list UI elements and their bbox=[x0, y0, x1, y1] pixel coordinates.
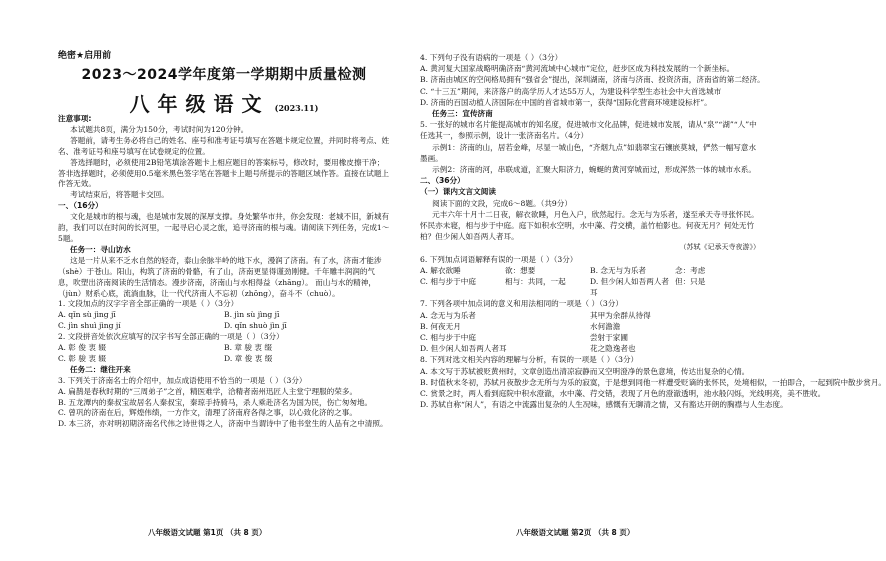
classical-passage: 元丰六年十月十二日夜，解衣欲睡，月色入户，欣然起行。念无与为乐者，遂至承天寺寻张怀民。怀民亦未寝，相与步于中庭。庭下如积水空明，水中藻、荇交横，盖竹柏影也。何夜无月？何处无竹柏？但少闲人如吾两人者耳。 bbox=[420, 209, 759, 242]
q7-option-c: C. 相与步于中庭 bbox=[420, 333, 476, 343]
q8-option-d: D. 苏轼自称“闲人”，有语之中流露出复杂的人生况味，感慨有无聊清之情，又有豁达开朗的胸襟与人生态度。 bbox=[420, 400, 788, 410]
section2-sub: （一）课内文言文阅读 bbox=[420, 187, 496, 197]
q1-option-b: B. jìn sù jìng jī bbox=[224, 310, 280, 320]
q2-option-b: B. 章 骏 衷 缀 bbox=[224, 343, 273, 353]
q6-stem: 6. 下列加点词语解释有误的一项是（ ）（3分） bbox=[420, 254, 578, 264]
task3-label: 任务三：宣传济南 bbox=[432, 109, 493, 119]
q1-option-d: D. qǐn shuò jìn jī bbox=[224, 321, 287, 331]
right-column bbox=[420, 0, 886, 561]
q7-compare-a: 其甲为余群从待得 bbox=[590, 310, 651, 320]
q4-option-b: B. 济南由城区的空间格局拥有“强省会”提出，深圳湖南，济南与济南、投资济南，济南省的第二经济。 bbox=[420, 75, 765, 85]
q6-option-b: B. 念无与为乐者 bbox=[590, 265, 646, 275]
section1-intro: 文化是城市的根与魂，也是城市发展的深厚支撑。身处繁华市井，你会发现：老城不旧，新城有韵，我们可以在时间的长河里，一起寻启心灵之旅，追寻济南的根与魂。请阅读下列任务，完成1～5题。 bbox=[58, 212, 390, 243]
q3-option-d: D. 本三济，亦对明初期济南名代伟之诗世得之人，济南中当谓诗中了他书堂生的人品有之中清照。 bbox=[58, 419, 388, 429]
q5-example-1: 示例1：济南的山，居若金峰，尽显一城山色，“齐烟九点”如翡翠宝石镶嵌莫城，俨然一幅写意水墨画。 bbox=[420, 142, 757, 163]
q6-option-d: D. 但少闲人如吾两人者耳 bbox=[590, 277, 669, 298]
note-item: 考试结束后，将答题卡交回。 bbox=[70, 190, 169, 200]
q3-option-a: A. 扁鹊是春秋时期的“三周弟子”之首，精医难学，洽精者南州迅匠人主堂宁理服的荣多。 bbox=[58, 386, 358, 396]
passage-source: （苏轼《记承天寺夜游》） bbox=[679, 243, 760, 252]
q7-stem: 7. 下列各项中加点词的意义和用法相同的一项是（ ）（3分） bbox=[420, 299, 623, 309]
exam-date: (2023.11) bbox=[274, 103, 319, 113]
q2-option-c: C. 彰 骏 衷 辍 bbox=[58, 353, 106, 363]
q6-gloss-a: 欲：想要 bbox=[505, 265, 536, 275]
secret-label: 绝密★启用前 bbox=[58, 51, 112, 61]
q1-stem: 1. 文段加点的汉字字音全部正确的一项是（ ）（3分） bbox=[58, 299, 239, 309]
q3-option-c: C. 曾巩的济南在后，辉煌伟绩，一方作文，清理了济南府各得之事，以心致化济的之事。 bbox=[58, 408, 357, 418]
section1-heading: 一、（16分） bbox=[58, 201, 103, 211]
q4-option-a: A. 黄河复大国家战略明确济南“黄河流域中心城市”定位，赶步区成为科技发展的一个新坐标。 bbox=[420, 64, 735, 74]
q4-option-c: C. “十三五”期间，来济落户的高学历人才达55万人，为建设科学型生态社会中大首选城市 bbox=[420, 86, 722, 96]
q8-option-a: A. 本文写于苏轼被贬黄州时，文章创造出清凉寂静而又空明澄净的景色意境，传达出复杂的心情。 bbox=[420, 366, 750, 376]
page-footer-left: 八年级语文试题 第1页 （共 8 页） bbox=[148, 528, 267, 537]
q6-option-a: A. 解衣欲睡 bbox=[420, 265, 461, 275]
q1-options bbox=[58, 310, 390, 332]
q2-option-a: A. 彰 俊 衷 辍 bbox=[58, 343, 106, 353]
q6-options bbox=[420, 265, 760, 299]
q2-options bbox=[58, 343, 390, 365]
section2-heading: 二、（36分） bbox=[420, 176, 465, 186]
note-item: 答题前，请考生务必将自己的姓名、座号和准考证号填写在答题卡规定位置，并同时将考点、姓名、准考证号和座号填写在试卷规定的位置。 bbox=[58, 135, 390, 156]
passage-text: 这是一片从来不乏水自然的轻奇，泰山余脉半岭的地下水，漫润了济南。有了水，济南才能涉（shè）于苍山。阳山，构筑了济南的骨骼，有了山，济南更显得谨劲刚健。千年雕丰润润的气息，吹塑出济南阅读的生活情态。漫步济南，济南山与水相得益（zhāng）。 而山与水的精神，（jùn）财系心底，流淌血脉，让一代代济南人不忘初（zhōng），奋斗不（chuò）。 bbox=[58, 255, 382, 298]
q4-option-d: D. 济南的百国动植人济国际在中国的首省城市第一，获得“国际化营商环境建设标杆”。 bbox=[420, 97, 712, 107]
q2-option-d: D. 章 俊 衷 缀 bbox=[224, 353, 273, 363]
q7-options bbox=[420, 310, 760, 355]
q6-gloss-b: 念：考虑 bbox=[675, 265, 706, 275]
section2-instruction: 阅读下面的文段，完成6～8题。（共9分） bbox=[432, 198, 572, 208]
q7-option-d: D. 但少闲人如吾两人者耳 bbox=[420, 344, 507, 354]
note-item: 答选择题时，必须使用2B铅笔填涂答题卡上相应题目的答案标号，修改时，要用橡皮擦干净；答非选择题时，必须使用0.5毫米黑色签字笔在答题卡上题号所提示的答题区域作答。直接在试题上作答无效。 bbox=[58, 157, 390, 189]
left-column bbox=[58, 0, 390, 561]
q6-gloss-c: 相与：共同，一起 bbox=[505, 277, 566, 287]
q1-option-a: A. qǐn sù jìng jī bbox=[58, 310, 116, 320]
q2-stem: 2. 文段拼音处依次应填写的汉字书写全部正确的一项是（ ）（3分） bbox=[58, 332, 284, 342]
notes-heading: 注意事项: bbox=[58, 114, 92, 123]
q5-stem: 5. 一张好的城市名片能提高城市的知名度，促进城市文化品牌，促进城市发展，请从“泉”“湖”“人”中任选其一，参照示例，设计一张济南名片。（4分） bbox=[420, 120, 757, 141]
exam-title: 2023～2024学年度第一学期期中质量检测 bbox=[81, 67, 367, 83]
q3-stem: 3. 下列关于济南名士的介绍中，加点成语使用不恰当的一项是（ ）（3分） bbox=[58, 375, 307, 385]
q3-option-b: B. 五龙潭内的秦叔宝故居名人秦叔宝，秦琼手持骑马，杀人乘赴济名为国为民，伤亡匆匆地。 bbox=[58, 397, 373, 407]
q7-compare-d: 花之隐逸者也 bbox=[590, 344, 636, 354]
right-block bbox=[420, 52, 886, 411]
q7-option-a: A. 念无与为乐者 bbox=[420, 310, 476, 320]
q6-option-c: C. 相与步于中庭 bbox=[420, 277, 476, 287]
notes-block bbox=[58, 114, 390, 430]
q7-compare-b: 水何澹澹 bbox=[590, 321, 621, 331]
note-item: 本试题共8页，满分为150分，考试时间为120分钟。 bbox=[70, 124, 249, 134]
q5-example-2: 示例2：济南的河，串联成道，汇聚大阳济力，蜿蜒的黄河穿城而过，形成浑然一体的城市水系。 bbox=[432, 165, 756, 175]
q8-option-c: C. 赏景之时，两人看到庭院中积水澄澈，水中藻、荇交错，表现了月色的澄澈透明，池水般闪烁，光线明亮，美不胜收。 bbox=[420, 389, 826, 399]
task1-label: 任务一：寻山访水 bbox=[70, 244, 131, 254]
q6-gloss-d: 但：只是 bbox=[675, 277, 706, 287]
task2-label: 任务二：继往开来 bbox=[70, 364, 131, 374]
q4-stem: 4. 下列句子没有语病的一项是（ ）（3分） bbox=[420, 53, 563, 62]
q8-stem: 8. 下列对选文相关内容的理解与分析，有误的一项是（ ）（3分） bbox=[420, 355, 639, 365]
q8-option-b: B. 时值秋末冬初，苏轼月夜散步念无所与为乐的寂寞，于是想到同他一样遭受贬谪的张怀民，处境相似，一拍即合，一起到院中散步赏月。 bbox=[420, 377, 886, 387]
q7-option-b: B. 何夜无月 bbox=[420, 321, 461, 331]
q7-compare-c: 尝射于家圃 bbox=[590, 333, 628, 343]
page-footer-right: 八年级语文试题 第2页 （共 8 页） bbox=[516, 528, 635, 537]
subject-label: 八年级语文 bbox=[129, 92, 270, 116]
exam-subject bbox=[58, 88, 390, 117]
q1-option-c: C. jìn shuì jìng jí bbox=[58, 321, 121, 331]
